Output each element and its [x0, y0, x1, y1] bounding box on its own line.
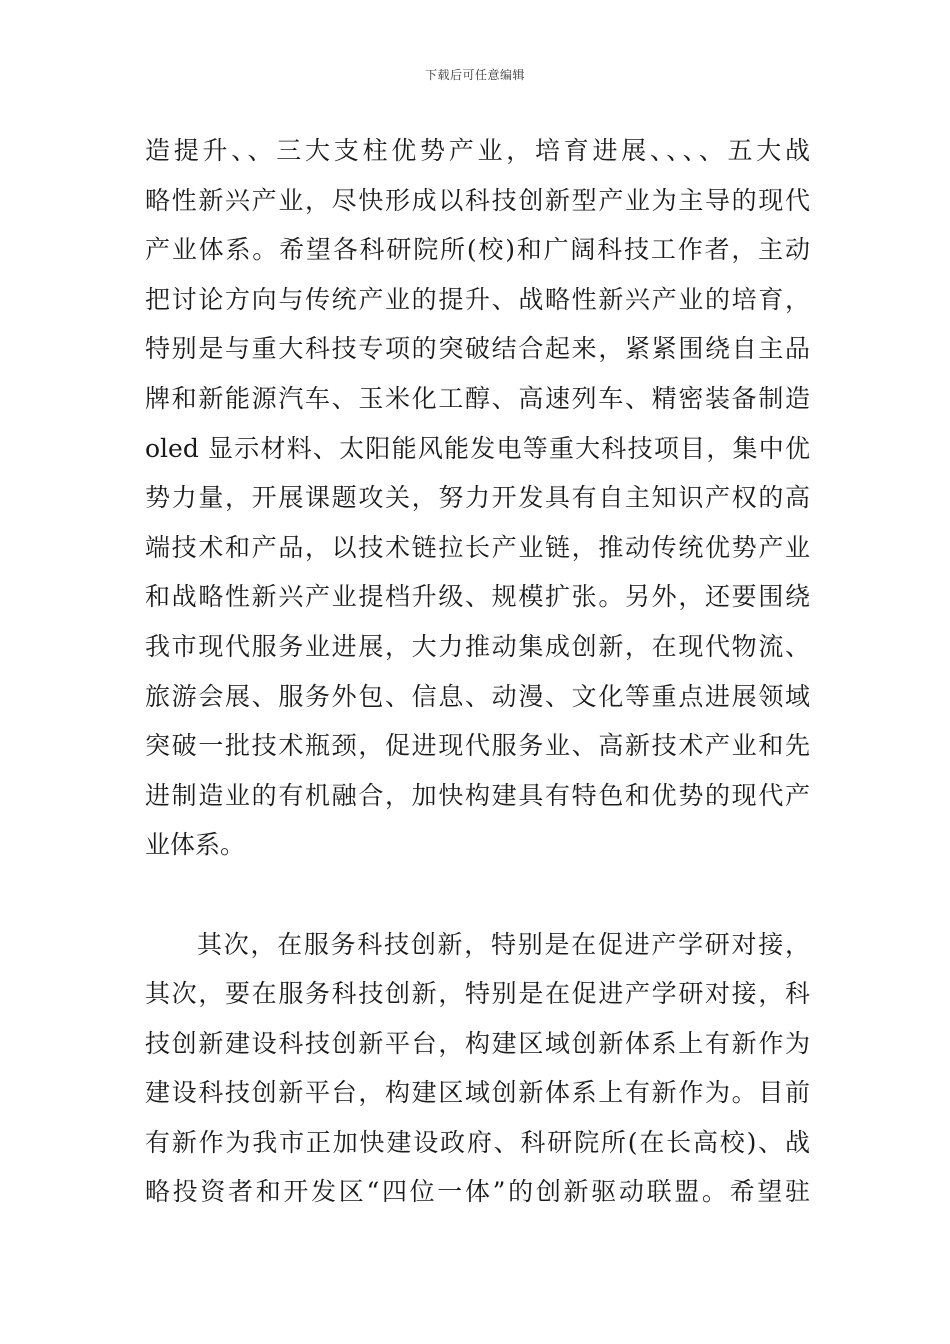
text-line: 其次，要在服务科技创新，特别是在促进产学研对接，科: [145, 979, 810, 1009]
text-line: 突破一批技术瓶颈，促进现代服务业、高新技术产业和先: [145, 731, 810, 761]
paragraph: [145, 126, 810, 870]
text-line: 建设科技创新平台，构建区域创新体系上有新作为。目前: [145, 1078, 810, 1108]
paragraph: [145, 920, 810, 1218]
text-line: 技创新建设科技创新平台，构建区域创新体系上有新作为: [145, 1028, 810, 1058]
text-line: 把讨论方向与传统产业的提升、战略性新兴产业的培育，: [145, 284, 810, 314]
text-line: 牌和新能源汽车、玉米化工醇、高速列车、精密装备制造: [145, 383, 810, 413]
text-line: 旅游会展、服务外包、信息、动漫、文化等重点进展领域: [145, 681, 810, 711]
paragraph-gap: [145, 870, 810, 920]
text-line: 势力量，开展课题攻关，努力开发具有自主知识产权的高: [145, 483, 810, 513]
text-line: 特别是与重大科技专项的突破结合起来，紧紧围绕自主品: [145, 334, 810, 364]
text-line: 产业体系。希望各科研院所(校)和广阔科技工作者，主动: [145, 235, 810, 265]
text-line: 进制造业的有机融合，加快构建具有特色和优势的现代产: [145, 780, 810, 810]
text-line: 我市现代服务业进展，大力推动集成创新，在现代物流、: [145, 631, 810, 661]
text-line: 端技术和产品，以技术链拉长产业链，推动传统优势产业: [145, 532, 810, 562]
page-header: 下载后可任意编辑: [424, 68, 525, 82]
text-line: 其次，在服务科技创新，特别是在促进产学研对接，: [197, 929, 810, 959]
text-line: 造提升、、三大支柱优势产业，培育进展、、、、五大战: [145, 136, 810, 165]
document-body: [145, 126, 810, 1217]
text-line: 业体系。: [145, 830, 246, 860]
text-line: 和战略性新兴产业提档升级、规模扩张。另外，还要围绕: [145, 582, 810, 612]
text-line: 有新作为我市正加快建设政府、科研院所(在长高校)、战: [145, 1127, 810, 1157]
text-line: 略投资者和开发区“四位一体”的创新驱动联盟。希望驻: [145, 1177, 810, 1207]
text-line: oled 显示材料、太阳能风能发电等重大科技项目，集中优: [145, 433, 810, 463]
text-line: 略性新兴产业，尽快形成以科技创新型产业为主导的现代: [145, 185, 810, 215]
